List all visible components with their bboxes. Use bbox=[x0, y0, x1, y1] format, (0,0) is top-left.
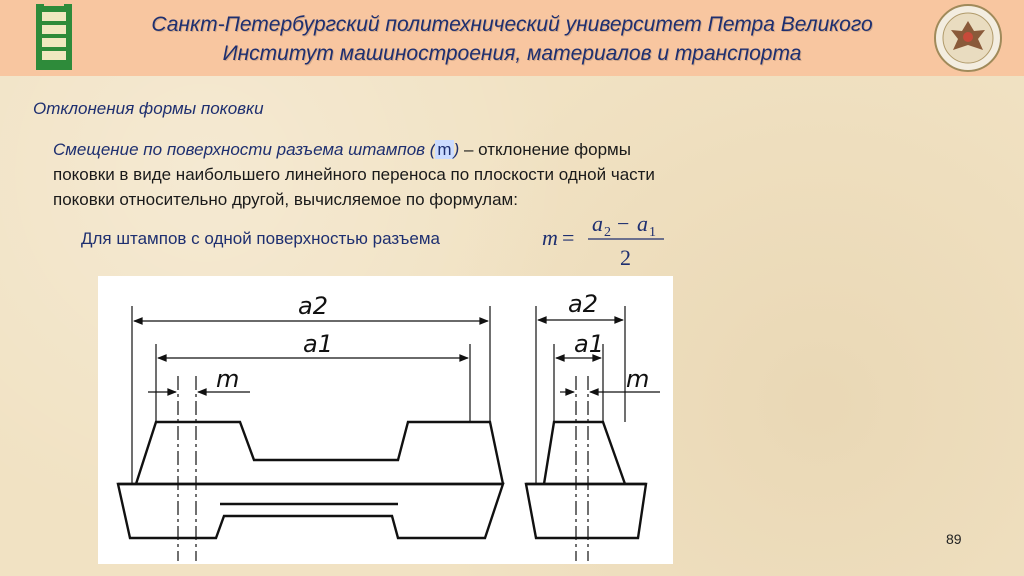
label-a1-right: a1 bbox=[574, 330, 604, 358]
section-subtitle: Отклонения формы поковки bbox=[33, 99, 264, 118]
label-a2-right: a2 bbox=[568, 290, 598, 318]
symbol-m: m bbox=[437, 140, 452, 159]
formula-equals: = bbox=[562, 225, 575, 250]
formula-lhs: m bbox=[542, 225, 558, 250]
header-bar bbox=[0, 0, 1024, 76]
definition-first: отклонение формы bbox=[478, 140, 631, 159]
formula-num-a-sub: 2 bbox=[604, 225, 611, 240]
term-text: Смещение по поверхности разъема штампов ( bbox=[53, 140, 436, 159]
formula-num-a: a bbox=[592, 211, 603, 236]
case-label: Для штампов с одной поверхностью разъема bbox=[81, 229, 440, 248]
definition-paragraph bbox=[53, 137, 713, 212]
emblem-seal-icon bbox=[933, 3, 1003, 73]
left-forging-outline bbox=[118, 422, 503, 538]
institute-title: Институт машиностроения, материалов и транспорта bbox=[222, 42, 802, 65]
label-a1-left: a1 bbox=[303, 330, 333, 358]
page-number: 89 bbox=[946, 531, 962, 547]
right-forging-outline bbox=[526, 422, 646, 538]
label-m-right: m bbox=[626, 365, 650, 393]
university-title: Санкт-Петербургский политехнический университет Петра Великого bbox=[151, 13, 873, 36]
term-close: ) bbox=[453, 140, 460, 159]
offset-formula bbox=[540, 208, 670, 274]
dash: – bbox=[459, 140, 479, 159]
formula-den: 2 bbox=[620, 245, 631, 270]
definition-rest: поковки в виде наибольшего линейного переноса по плоскости одной части поковки относительно другой, вычисляемое по формулам: bbox=[53, 165, 655, 209]
label-m-left: m bbox=[216, 365, 240, 393]
label-a2-left: a2 bbox=[298, 292, 328, 320]
forging-diagram bbox=[98, 276, 673, 564]
formula-minus: − bbox=[617, 211, 630, 236]
formula-num-b-sub: 1 bbox=[649, 225, 656, 240]
formula-num-b: a bbox=[637, 211, 648, 236]
